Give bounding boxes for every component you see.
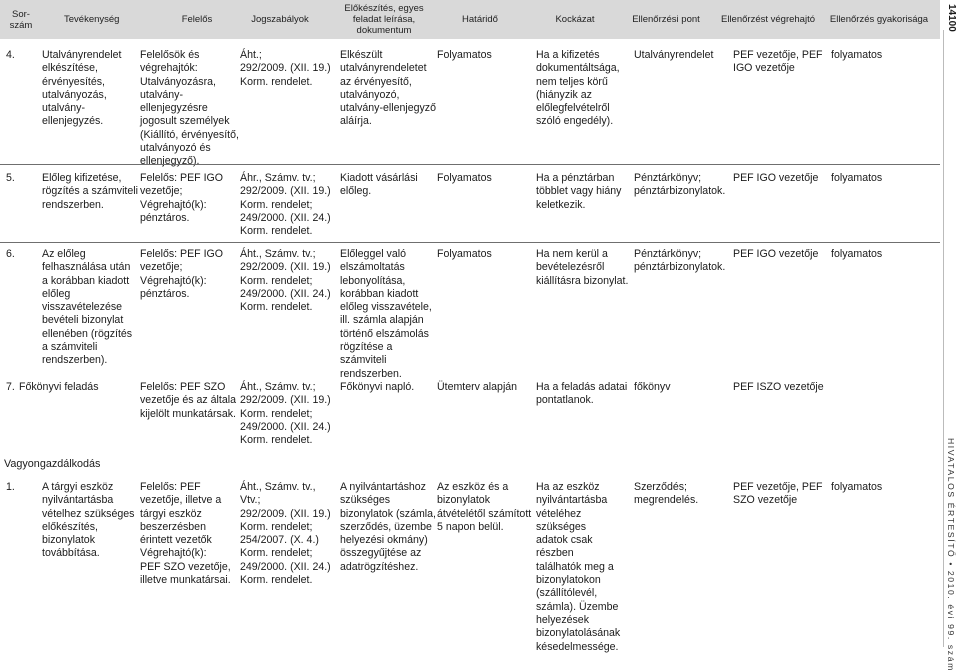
responsible-cell: Felelősök és végrehajtók: Utalványozásra, utalvány- ellenjegyzésre jogosult személyek (Kiállító, érvényesítő, utalványozó és ellenjegyző).: [140, 49, 239, 168]
preparation-cell: Főkönyvi napló.: [340, 381, 415, 393]
laws-cell: Áhr., Számv. tv.; 292/2009. (XII. 19.) Korm. rendelet; 249/2000. (XII. 24.) Korm. rendelet.: [240, 172, 331, 238]
frequency-cell: folyamatos: [831, 49, 883, 61]
table-header: [0, 0, 940, 39]
row-number: 4.: [6, 49, 15, 61]
activity-cell: Főkönyvi feladás: [19, 381, 99, 393]
preparation-cell: Előleggel való elszámoltatás lebonyolítása, korábban kiadott előleg visszavétele, ill. számla alapján történő elszámolás rögzítése a számviteli rendszerben.: [340, 248, 432, 380]
header-sorszam: Sor- szám: [9, 8, 33, 31]
journal-running-title: HIVATALOS ÉRTESÍTŐ • 2010. évi 99. szám: [946, 438, 956, 672]
row-number: 1.: [6, 481, 15, 493]
row-number: 6.: [6, 248, 15, 260]
header-tevekenyseg: Tevékenység: [64, 14, 120, 25]
margin-line: [943, 30, 944, 647]
deadline-cell: Folyamatos: [437, 248, 492, 260]
checkpoint-cell: főkönyv: [634, 381, 671, 393]
deadline-cell: Ütemterv alapján: [437, 381, 518, 393]
frequency-cell: folyamatos: [831, 481, 883, 493]
header-hatarido: Határidő: [462, 14, 498, 25]
header-felelos: Felelős: [181, 14, 213, 25]
risk-cell: Ha nem kerül a bevételezésről kiállításra bizonylat.: [536, 248, 629, 287]
header-jogszabalyok: Jogszabályok: [251, 14, 309, 25]
frequency-cell: folyamatos: [831, 248, 883, 260]
page-number: 14100: [946, 4, 957, 32]
responsible-cell: Felelős: PEF vezetője, illetve a tárgyi eszköz beszerzésben érintett vezetők Végrehajtó(k): PEF SZO vezetője, illetve munkatársai.: [140, 481, 231, 587]
deadline-cell: Folyamatos: [437, 49, 492, 61]
laws-cell: Áht., Számv. tv.; 292/2009. (XII. 19.) Korm. rendelet; 249/2000. (XII. 24.) Korm. rendelet.: [240, 381, 331, 447]
row-number: 7.: [6, 381, 15, 393]
activity-cell: Az előleg felhasználása után a korábban kiadott előleg visszavételezése bevételi bizonylat ellenében (rögzítés a számviteli rendszerben).: [42, 248, 133, 367]
header-elokeszites: Előkészítés, egyes feladat leírása, dokumentum: [344, 3, 424, 36]
deadline-cell: Folyamatos: [437, 172, 492, 184]
checkpoint-cell: Utalványrendelet: [634, 49, 714, 61]
activity-cell: Előleg kifizetése, rögzítés a számviteli rendszerben.: [42, 172, 138, 211]
page-number-box: [941, 2, 959, 30]
section-title: Vagyongazdálkodás: [4, 458, 101, 470]
risk-cell: Ha a feladás adatai pontatlanok.: [536, 381, 628, 407]
header-ellenorzesi-pont: Ellenőrzési pont: [632, 14, 700, 25]
row-divider: [0, 242, 940, 243]
header-kockazat: Kockázat: [555, 14, 595, 25]
checker-cell: PEF ISZO vezetője: [733, 381, 824, 393]
responsible-cell: Felelős: PEF SZO vezetője és az általa kijelölt munkatársak.: [140, 381, 236, 420]
responsible-cell: Felelős: PEF IGO vezetője; Végrehajtó(k): pénztáros.: [140, 248, 224, 300]
checker-cell: PEF IGO vezetője: [733, 172, 819, 184]
preparation-cell: Kiadott vásárlási előleg.: [340, 172, 418, 198]
checkpoint-cell: Szerződés; megrendelés.: [634, 481, 699, 507]
responsible-cell: Felelős: PEF IGO vezetője; Végrehajtó(k): pénztáros.: [140, 172, 224, 224]
activity-cell: Utalványrendelet elkészítése, érvényesítés, utalványozás, utalvány- ellenjegyzés.: [42, 49, 122, 128]
preparation-cell: A nyilvántartáshoz szükséges bizonylatok (számla, szerződés, üzembe helyezési okmány) összegyűjtése az adatrögzítéshez.: [340, 481, 436, 573]
checker-cell: PEF vezetője, PEF SZO vezetője: [733, 481, 823, 507]
risk-cell: Ha a kifizetés dokumentáltsága, nem teljes körű (hiányzik az előlegfelvételről szóló engedély).: [536, 49, 620, 128]
row-divider: [0, 164, 940, 165]
activity-cell: A tárgyi eszköz nyilvántartásba vételhez szükséges előkészítés, bizonylatok továbbítása.: [42, 481, 135, 560]
risk-cell: Ha az eszköz nyilvántartásba vételéhez szükséges adatok csak részben találhatók meg a bizonylatokon (szállítólevél, számla). Üzembe helyezések bizonylatolásának késedelmessége.: [536, 481, 621, 653]
risk-cell: Ha a pénztárban többlet vagy hiány keletkezik.: [536, 172, 622, 211]
preparation-cell: Elkészült utalványrendeletet az érvényesítő, utalványozó, utalvány-ellenjegyző aláírja.: [340, 49, 436, 128]
laws-cell: Áht.; 292/2009. (XII. 19.) Korm. rendelet.: [240, 49, 331, 88]
checker-cell: PEF IGO vezetője: [733, 248, 819, 260]
checkpoint-cell: Pénztárkönyv; pénztárbizonylatok.: [634, 172, 726, 198]
header-ellenorzes-gyakorisaga: Ellenőrzés gyakorisága: [829, 14, 929, 25]
checker-cell: PEF vezetője, PEF IGO vezetője: [733, 49, 823, 75]
row-number: 5.: [6, 172, 15, 184]
laws-cell: Áht., Számv. tv., Vtv.; 292/2009. (XII. 19.) Korm. rendelet; 254/2007. (X. 4.) Korm. rendelet; 249/2000. (XII. 24.) Korm. rendelet.: [240, 481, 331, 587]
header-ellenorzest-vegrehajto: Ellenőrzést végrehajtó: [721, 14, 815, 25]
laws-cell: Áht., Számv. tv.; 292/2009. (XII. 19.) Korm. rendelet; 249/2000. (XII. 24.) Korm. rendelet.: [240, 248, 331, 314]
deadline-cell: Az eszköz és a bizonylatok átvételétől számított 5 napon belül.: [437, 481, 532, 533]
checkpoint-cell: Pénztárkönyv; pénztárbizonylatok.: [634, 248, 726, 274]
frequency-cell: folyamatos: [831, 172, 883, 184]
